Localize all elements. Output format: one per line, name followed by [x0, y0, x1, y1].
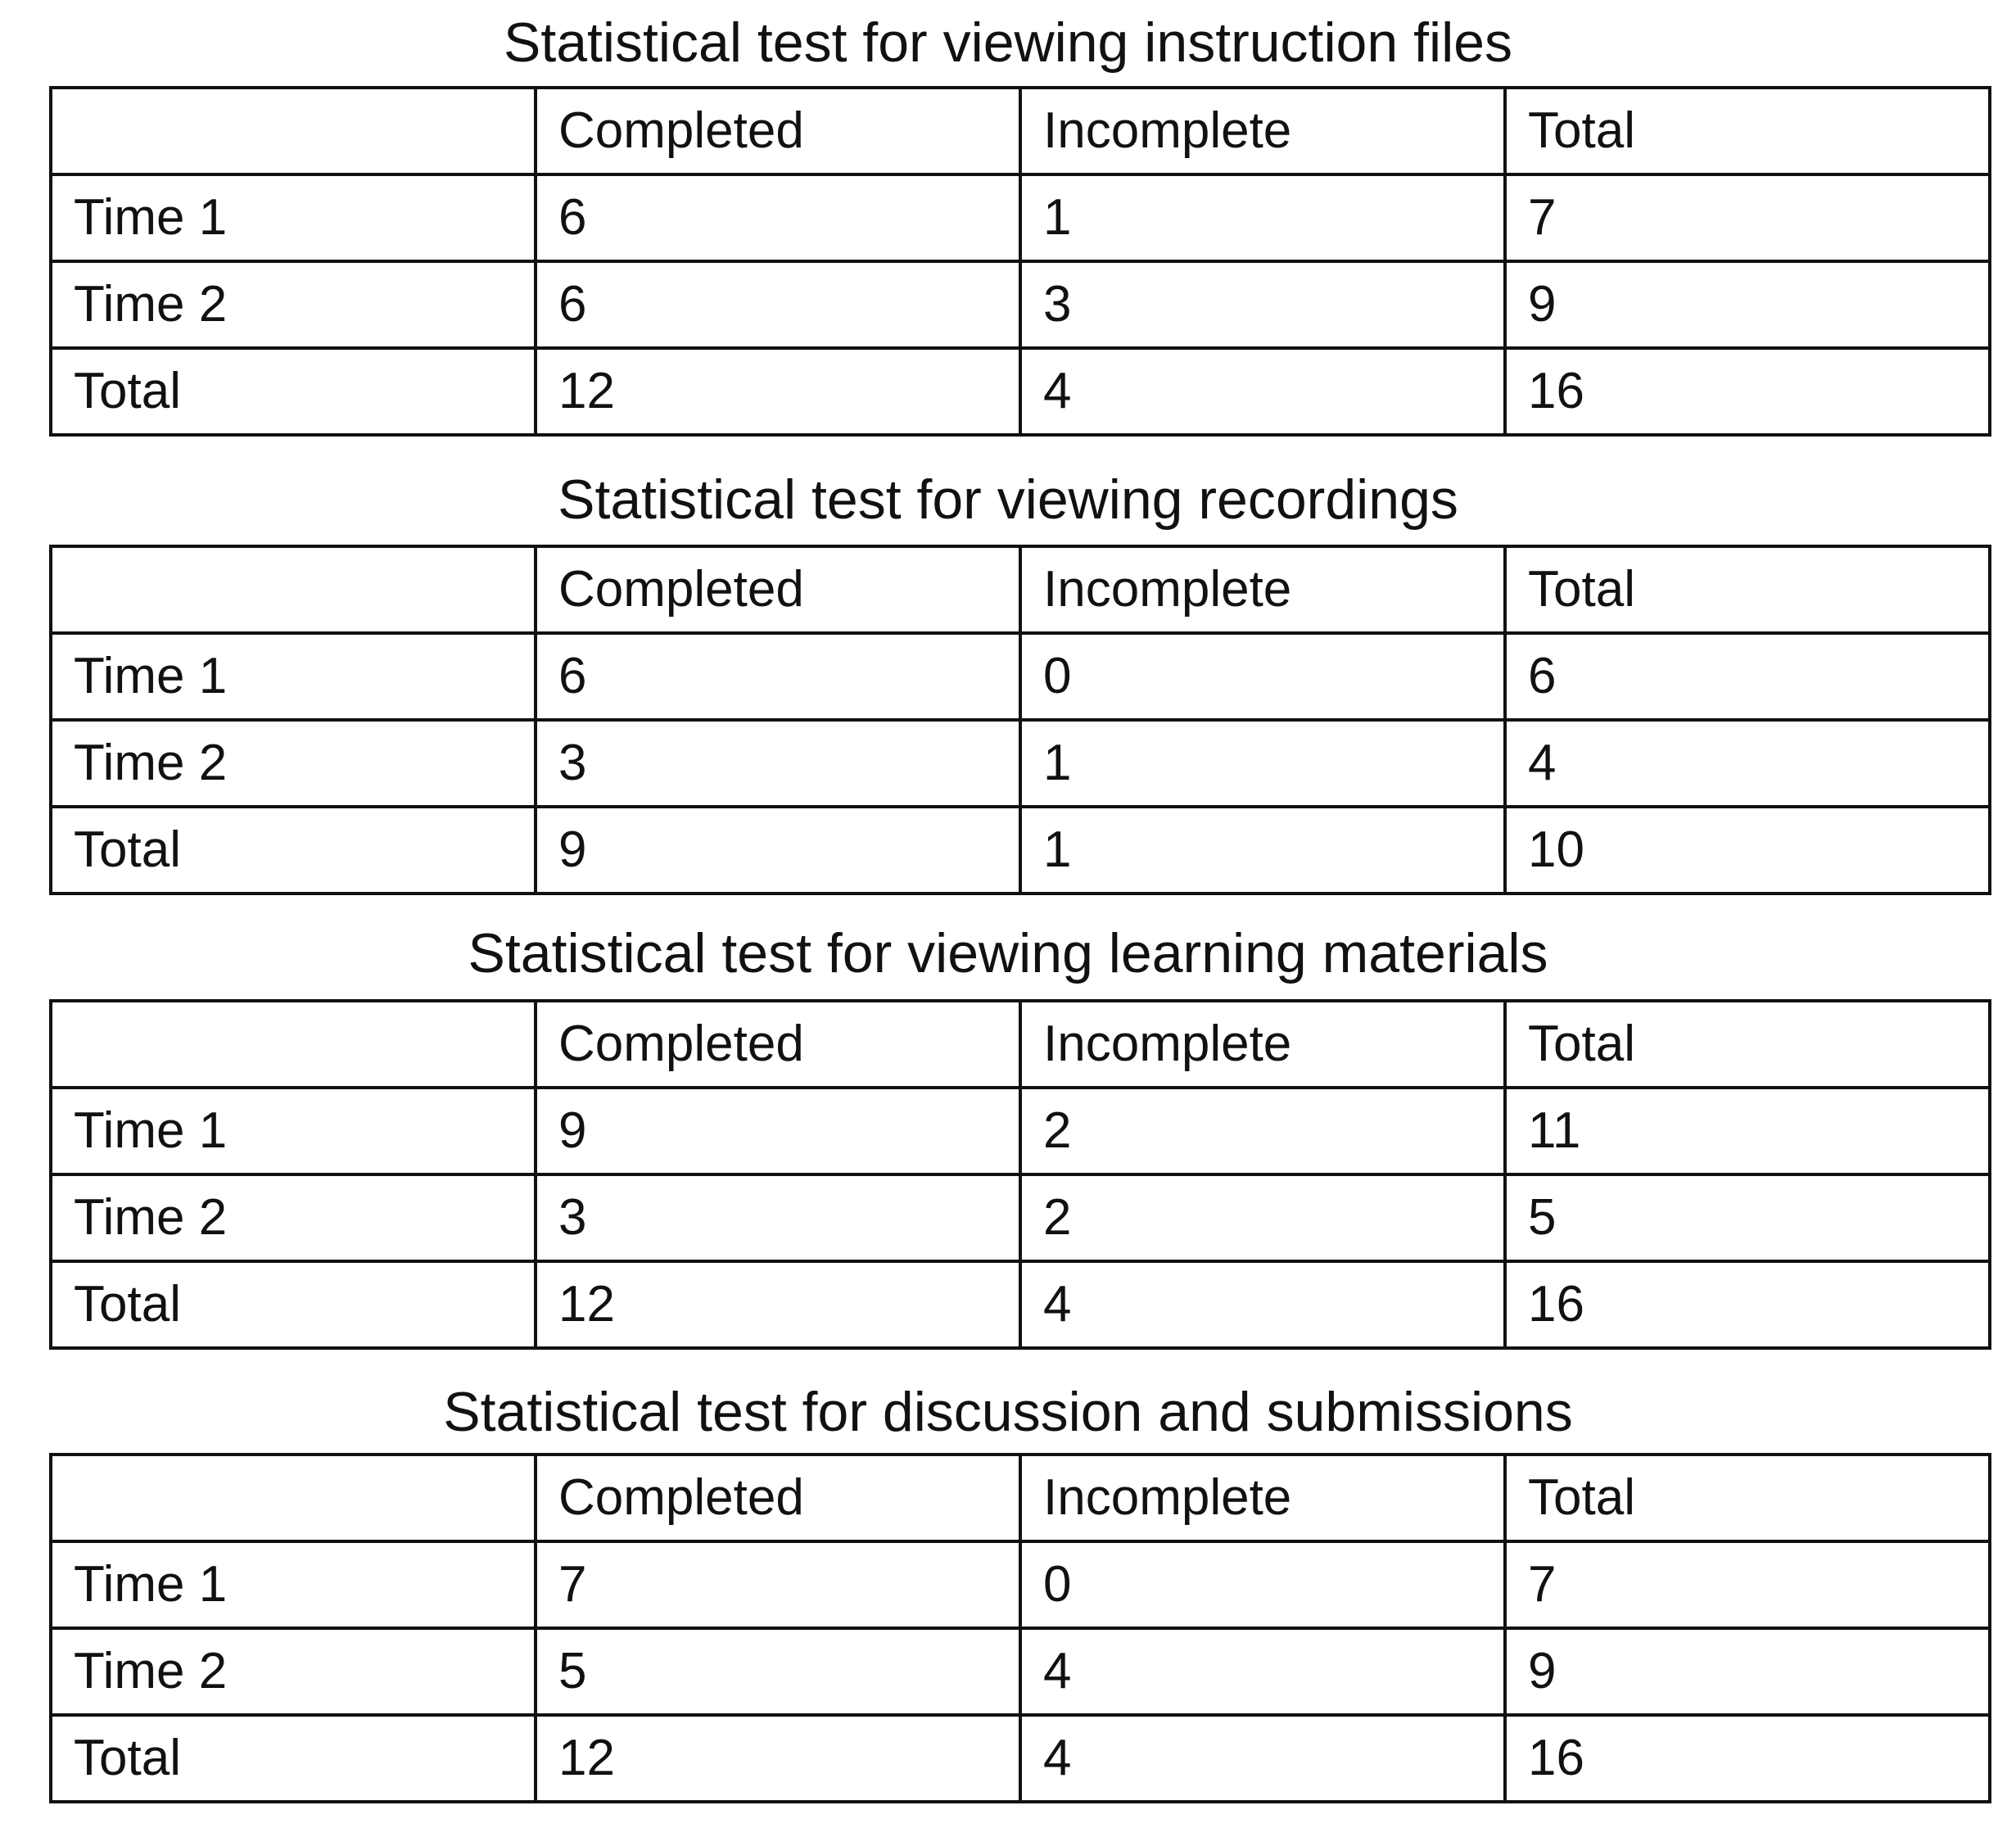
table-title-discussion-submissions: Statistical test for discussion and submissions — [443, 1381, 1573, 1443]
row-label: Total — [51, 807, 536, 894]
header-row — [51, 88, 1990, 174]
cell-completed: 9 — [536, 807, 1020, 894]
table-row — [51, 1628, 1990, 1715]
header-cell-total: Total — [1505, 546, 1990, 633]
cell-incomplete: 2 — [1020, 1174, 1505, 1261]
row-label: Time 1 — [51, 1088, 536, 1174]
table-row — [51, 174, 1990, 261]
cell-total: 9 — [1505, 261, 1990, 348]
header-cell-incomplete: Incomplete — [1020, 1455, 1505, 1541]
header-cell-completed: Completed — [536, 546, 1020, 633]
cell-total: 5 — [1505, 1174, 1990, 1261]
cell-total: 11 — [1505, 1088, 1990, 1174]
cell-incomplete: 0 — [1020, 633, 1505, 720]
cell-incomplete: 0 — [1020, 1541, 1505, 1628]
header-cell-incomplete: Incomplete — [1020, 88, 1505, 174]
cell-incomplete: 1 — [1020, 807, 1505, 894]
row-label: Time 1 — [51, 1541, 536, 1628]
table-row — [51, 1088, 1990, 1174]
table-title-recordings: Statistical test for viewing recordings — [558, 468, 1458, 531]
header-cell-empty — [51, 1455, 536, 1541]
table-instruction-files — [49, 86, 1991, 437]
cell-total: 16 — [1505, 1715, 1990, 1802]
cell-incomplete: 1 — [1020, 720, 1505, 807]
cell-completed: 6 — [536, 633, 1020, 720]
cell-incomplete: 4 — [1020, 1261, 1505, 1348]
row-label: Total — [51, 1261, 536, 1348]
header-cell-total: Total — [1505, 1001, 1990, 1088]
cell-incomplete: 3 — [1020, 261, 1505, 348]
row-label: Time 2 — [51, 261, 536, 348]
cell-completed: 12 — [536, 1261, 1020, 1348]
table-row — [51, 261, 1990, 348]
row-label: Time 2 — [51, 720, 536, 807]
row-label: Time 2 — [51, 1628, 536, 1715]
table-row — [51, 1174, 1990, 1261]
row-label: Total — [51, 1715, 536, 1802]
table-learning-materials — [49, 999, 1991, 1350]
header-cell-empty — [51, 88, 536, 174]
table-row — [51, 807, 1990, 894]
cell-completed: 5 — [536, 1628, 1020, 1715]
header-cell-total: Total — [1505, 1455, 1990, 1541]
cell-incomplete: 4 — [1020, 1715, 1505, 1802]
table-row — [51, 1261, 1990, 1348]
cell-completed: 3 — [536, 1174, 1020, 1261]
cell-total: 9 — [1505, 1628, 1990, 1715]
cell-total: 7 — [1505, 174, 1990, 261]
cell-total: 16 — [1505, 1261, 1990, 1348]
table-recordings — [49, 545, 1991, 895]
row-label: Time 1 — [51, 174, 536, 261]
table-discussion-submissions — [49, 1453, 1991, 1803]
cell-total: 7 — [1505, 1541, 1990, 1628]
row-label: Time 1 — [51, 633, 536, 720]
cell-total: 4 — [1505, 720, 1990, 807]
header-cell-incomplete: Incomplete — [1020, 546, 1505, 633]
header-cell-completed: Completed — [536, 1001, 1020, 1088]
row-label: Time 2 — [51, 1174, 536, 1261]
cell-completed: 7 — [536, 1541, 1020, 1628]
row-label: Total — [51, 348, 536, 435]
table-row — [51, 348, 1990, 435]
header-cell-completed: Completed — [536, 88, 1020, 174]
header-cell-completed: Completed — [536, 1455, 1020, 1541]
cell-incomplete: 2 — [1020, 1088, 1505, 1174]
cell-total: 6 — [1505, 633, 1990, 720]
cell-total: 16 — [1505, 348, 1990, 435]
header-cell-incomplete: Incomplete — [1020, 1001, 1505, 1088]
cell-completed: 12 — [536, 348, 1020, 435]
cell-total: 10 — [1505, 807, 1990, 894]
table-row — [51, 1715, 1990, 1802]
cell-completed: 6 — [536, 174, 1020, 261]
header-row — [51, 1001, 1990, 1088]
header-cell-empty — [51, 1001, 536, 1088]
table-row — [51, 720, 1990, 807]
table-title-instruction-files: Statistical test for viewing instruction files — [503, 11, 1513, 74]
cell-completed: 9 — [536, 1088, 1020, 1174]
cell-completed: 6 — [536, 261, 1020, 348]
cell-incomplete: 4 — [1020, 348, 1505, 435]
cell-completed: 3 — [536, 720, 1020, 807]
cell-completed: 12 — [536, 1715, 1020, 1802]
table-row — [51, 1541, 1990, 1628]
header-row — [51, 1455, 1990, 1541]
cell-incomplete: 1 — [1020, 174, 1505, 261]
header-cell-total: Total — [1505, 88, 1990, 174]
cell-incomplete: 4 — [1020, 1628, 1505, 1715]
table-row — [51, 633, 1990, 720]
header-cell-empty — [51, 546, 536, 633]
table-title-learning-materials: Statistical test for viewing learning materials — [468, 922, 1548, 984]
header-row — [51, 546, 1990, 633]
